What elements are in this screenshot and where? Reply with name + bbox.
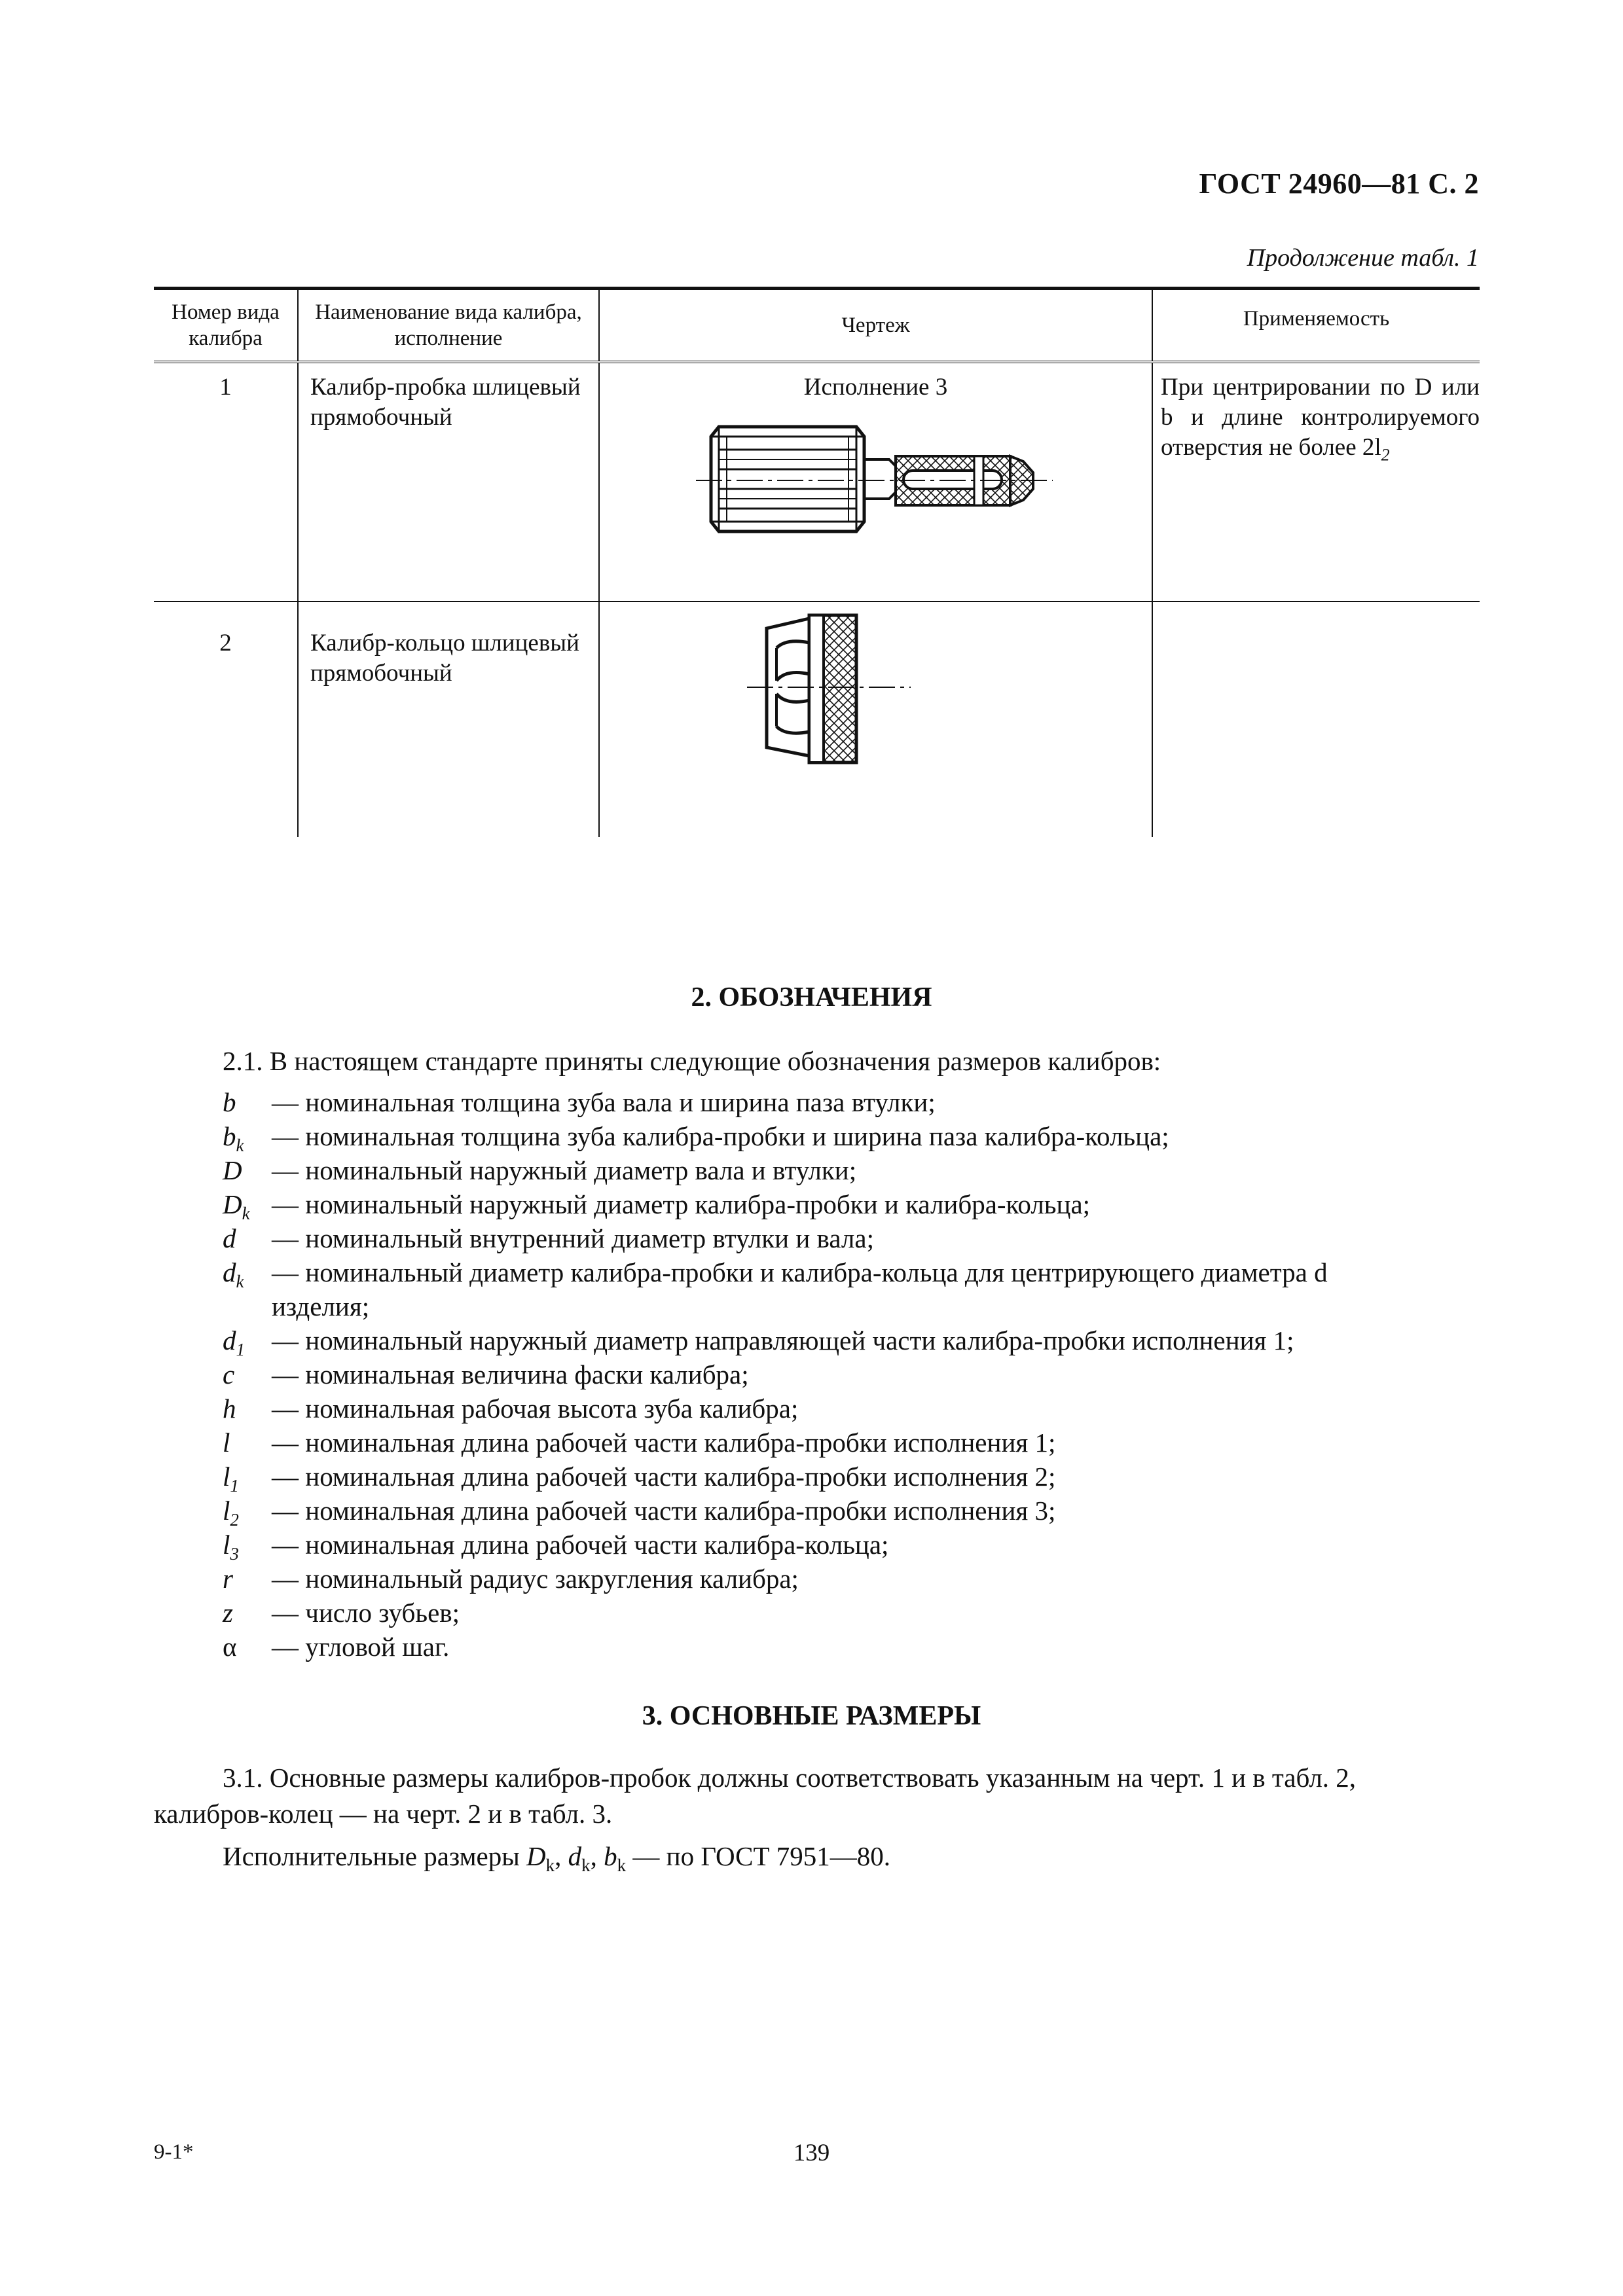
notation-item: $l_1$ — номинальная длина рабочей части калибра-пробки исполнения 2; [223, 1462, 1056, 1496]
row-number: 2 [219, 630, 232, 656]
section3-para2: Исполнительные размеры $D_k$, $d_k$, $b_k$ — по ГОСТ 7951—80. [223, 1841, 890, 1876]
row-drawing [599, 601, 1152, 837]
plug-gauge-drawing [693, 410, 1059, 541]
notation-item: z — число зубьев; [223, 1598, 460, 1628]
notation-item: b — номинальная толщина зуба вала и ширина паза втулки; [223, 1087, 936, 1117]
table-header-row [154, 289, 1480, 363]
col-header-drawing: Чертеж [599, 289, 1152, 363]
section3-para1-line1: 3.1. Основные размеры калибров-пробок должны соответствовать указанным на черт. 1 и в табл. 2, [223, 1763, 1357, 1793]
notation-item: h — номинальная рабочая высота зуба калибра; [223, 1393, 799, 1424]
notation-item: $l_3$ — номинальная длина рабочей части калибра-кольца; [223, 1530, 889, 1564]
notation-list [223, 1086, 1480, 1665]
section2-title: 2. ОБОЗНАЧЕНИЯ [691, 982, 932, 1013]
notation-item: $b_k$ — номинальная толщина зуба калибра-пробки и ширина паза калибра-кольца; [223, 1121, 1169, 1156]
page-number: 139 [793, 2140, 830, 2166]
notation-item: l — номинальная длина рабочей части калибра-пробки исполнения 1; [223, 1427, 1056, 1458]
notation-item: α — угловой шаг. [223, 1632, 450, 1662]
gauge-table [154, 287, 1480, 837]
row-name: Калибр-кольцо шлицевый прямобочный [298, 601, 599, 837]
notation-item-continuation: изделия; [272, 1291, 370, 1321]
col-header-number: Номер вида калибра [154, 289, 298, 363]
notation-item: $D_k$ — номинальный наружный диаметр калибра-пробки и калибра-кольца; [223, 1189, 1091, 1224]
table-continuation-label: Продолжение табл. 1 [1247, 244, 1479, 272]
row-applicability [1152, 601, 1480, 837]
footer-signature: 9-1* [154, 2140, 194, 2164]
notation-item: d — номинальный внутренний диаметр втулки и вала; [223, 1223, 874, 1253]
table-row [154, 601, 1480, 837]
table-row [154, 362, 1480, 601]
notation-item: r — номинальный радиус закругления калибра; [223, 1564, 799, 1594]
col-header-name: Наименование вида калибра, исполнение [298, 289, 599, 363]
col-header-applicability: Применяемость [1152, 289, 1480, 363]
applicability-text: При центрировании по D или b и длине контролируемого отверстия не более 2l [1161, 374, 1480, 461]
standard-header: ГОСТ 24960—81 С. 2 [1199, 168, 1479, 200]
notation-item: c — номинальная величина фаски калибра; [223, 1359, 749, 1390]
notation-item: $l_2$ — номинальная длина рабочей части калибра-пробки исполнения 3; [223, 1496, 1056, 1530]
section3-para1-line2: калибров-колец — на черт. 2 и в табл. 3. [154, 1799, 613, 1829]
row-drawing [599, 362, 1152, 601]
notation-item: D — номинальный наружный диаметр вала и втулки; [223, 1155, 857, 1185]
ring-gauge-drawing [747, 609, 917, 769]
section2-intro: 2.1. В настоящем стандарте приняты следующие обозначения размеров калибров: [223, 1046, 1161, 1076]
row-number: 1 [154, 362, 298, 601]
row-applicability [1152, 362, 1480, 601]
notation-item: $d_1$ — номинальный наружный диаметр направляющей части калибра-пробки исполнения 1; [223, 1325, 1294, 1360]
section3-title: 3. ОСНОВНЫЕ РАЗМЕРЫ [642, 1701, 981, 1731]
applicability-subscript: 2 [1381, 445, 1390, 465]
notation-item: $d_k$ — номинальный диаметр калибра-пробки и калибра-кольца для центрирующего диаметра d [223, 1257, 1328, 1292]
drawing-caption: Исполнение 3 [803, 374, 948, 401]
row-name: Калибр-пробка шлицевый прямобочный [298, 362, 599, 601]
